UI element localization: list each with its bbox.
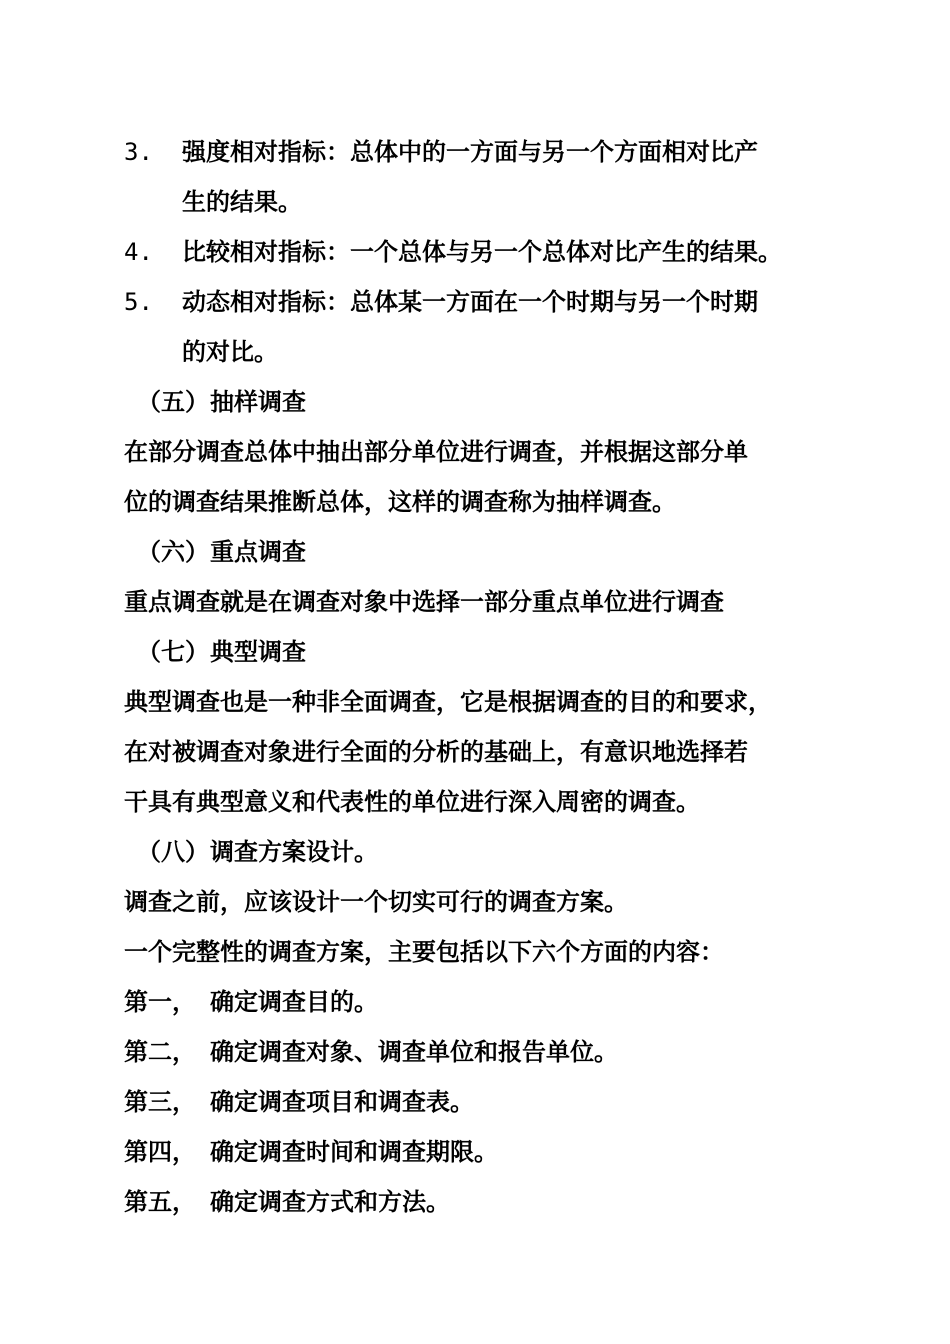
section-number: （六） [137,537,209,566]
item-text: 生的结果。 [182,187,302,216]
item-text: 的对比。 [182,337,278,366]
section-title: 重点调查 [210,537,306,566]
section-heading-8 [0,836,950,868]
paragraph-line: 在部分调查总体中抽出部分单位进行调查，并根据这部分单 [124,437,748,466]
section-number: （八） [137,837,209,866]
ordinal-item-1 [0,986,950,1018]
section-heading-7 [0,636,950,668]
ordinal-label: 第三， [124,1087,196,1116]
paragraph-line: 典型调查也是一种非全面调查，它是根据调查的目的和要求， [124,687,772,716]
ordinal-text: 确定调查对象、调查单位和报告单位。 [210,1037,618,1066]
ordinal-label: 第二， [124,1037,196,1066]
ordinal-label: 第五， [124,1187,196,1216]
ordinal-text: 确定调查目的。 [210,987,378,1016]
ordinal-item-5 [0,1186,950,1218]
paragraph-line: 一个完整性的调查方案，主要包括以下六个方面的内容： [124,937,724,966]
list-item-5 [0,286,950,318]
list-item-5-continued [0,336,950,368]
item-text: 比较相对指标：一个总体与另一个总体对比产生的结果。 [182,237,782,266]
list-item-3-continued [0,186,950,218]
paragraph-line: 调查之前，应该设计一个切实可行的调查方案。 [124,887,628,916]
item-text: 动态相对指标：总体某一方面在一个时期与另一个时期 [182,287,758,316]
item-number: 3. [124,138,153,166]
section-title: 抽样调查 [210,387,306,416]
item-text: 强度相对指标：总体中的一方面与另一个方面相对比产 [182,137,758,166]
section-heading-5 [0,386,950,418]
ordinal-label: 第一， [124,987,196,1016]
section-heading-6 [0,536,950,568]
ordinal-text: 确定调查方式和方法。 [210,1187,450,1216]
paragraph-line: 干具有典型意义和代表性的单位进行深入周密的调查。 [124,787,700,816]
ordinal-label: 第四， [124,1137,196,1166]
list-item-3 [0,136,950,168]
paragraph-line: 位的调查结果推断总体，这样的调查称为抽样调查。 [124,487,676,516]
section-title: 典型调查 [210,637,306,666]
ordinal-item-4 [0,1136,950,1168]
item-number: 5. [124,288,153,316]
item-number: 4. [124,238,153,266]
section-number: （五） [137,387,209,416]
ordinal-text: 确定调查项目和调查表。 [210,1087,474,1116]
paragraph-line: 重点调查就是在调查对象中选择一部分重点单位进行调查 [124,587,724,616]
list-item-4 [0,236,950,268]
section-title: 调查方案设计。 [210,837,378,866]
paragraph-line: 在对被调查对象进行全面的分析的基础上，有意识地选择若 [124,737,748,766]
ordinal-text: 确定调查时间和调查期限。 [210,1137,498,1166]
ordinal-item-2 [0,1036,950,1068]
section-number: （七） [137,637,209,666]
ordinal-item-3 [0,1086,950,1118]
